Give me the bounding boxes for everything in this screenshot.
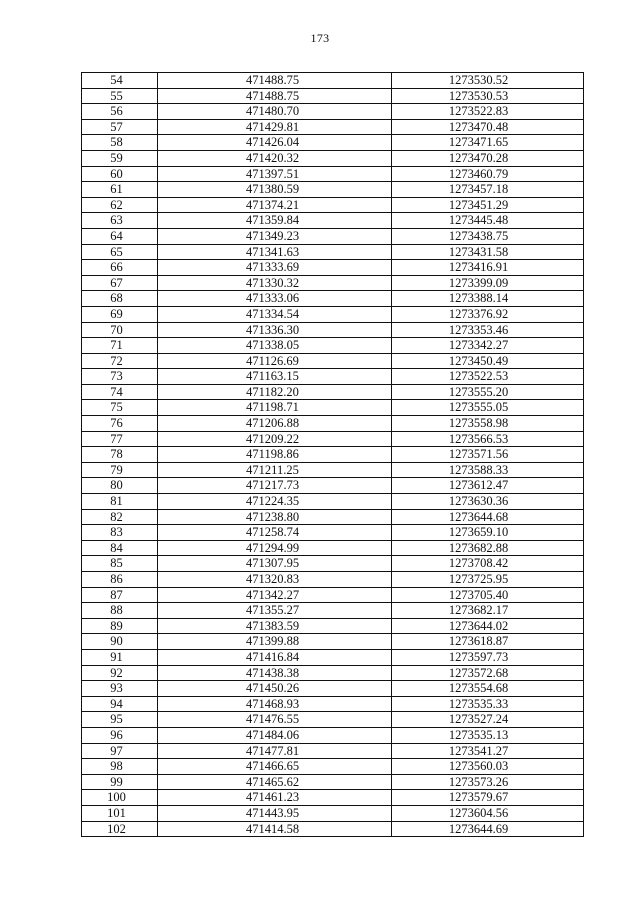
x-coordinate-cell: 471488.75 (158, 73, 392, 89)
x-coordinate-cell: 471330.32 (158, 275, 392, 291)
point-number-cell: 55 (82, 88, 158, 104)
point-number-cell: 86 (82, 572, 158, 588)
table-row (82, 197, 584, 213)
y-coordinate-cell: 1273682.17 (392, 603, 584, 619)
table-row (82, 696, 584, 712)
y-coordinate-cell: 1273388.14 (392, 291, 584, 307)
x-coordinate-cell: 471349.23 (158, 228, 392, 244)
point-number-cell: 97 (82, 743, 158, 759)
y-coordinate-cell: 1273571.56 (392, 447, 584, 463)
table-row (82, 416, 584, 432)
point-number-cell: 70 (82, 322, 158, 338)
x-coordinate-cell: 471336.30 (158, 322, 392, 338)
x-coordinate-cell: 471426.04 (158, 135, 392, 151)
point-number-cell: 90 (82, 634, 158, 650)
y-coordinate-cell: 1273644.02 (392, 618, 584, 634)
y-coordinate-cell: 1273535.13 (392, 727, 584, 743)
point-number-cell: 76 (82, 416, 158, 432)
table-row (82, 384, 584, 400)
table-row (82, 525, 584, 541)
x-coordinate-cell: 471198.71 (158, 400, 392, 416)
table-row (82, 244, 584, 260)
point-number-cell: 91 (82, 649, 158, 665)
table-row (82, 166, 584, 182)
table-row (82, 291, 584, 307)
table-row (82, 774, 584, 790)
y-coordinate-cell: 1273630.36 (392, 494, 584, 510)
point-number-cell: 102 (82, 821, 158, 837)
point-number-cell: 100 (82, 790, 158, 806)
x-coordinate-cell: 471355.27 (158, 603, 392, 619)
table-row (82, 494, 584, 510)
point-number-cell: 60 (82, 166, 158, 182)
y-coordinate-cell: 1273644.69 (392, 821, 584, 837)
point-number-cell: 82 (82, 509, 158, 525)
y-coordinate-cell: 1273399.09 (392, 275, 584, 291)
y-coordinate-cell: 1273470.28 (392, 150, 584, 166)
point-number-cell: 66 (82, 260, 158, 276)
point-number-cell: 56 (82, 104, 158, 120)
x-coordinate-cell: 471380.59 (158, 182, 392, 198)
x-coordinate-cell: 471126.69 (158, 353, 392, 369)
table-row (82, 509, 584, 525)
point-number-cell: 80 (82, 478, 158, 494)
y-coordinate-cell: 1273522.83 (392, 104, 584, 120)
table-row (82, 431, 584, 447)
table-row (82, 540, 584, 556)
x-coordinate-cell: 471399.88 (158, 634, 392, 650)
y-coordinate-cell: 1273560.03 (392, 759, 584, 775)
table-row (82, 135, 584, 151)
x-coordinate-cell: 471359.84 (158, 213, 392, 229)
coordinates-table-body (82, 73, 584, 837)
y-coordinate-cell: 1273597.73 (392, 649, 584, 665)
table-row (82, 447, 584, 463)
x-coordinate-cell: 471465.62 (158, 774, 392, 790)
y-coordinate-cell: 1273522.53 (392, 369, 584, 385)
y-coordinate-cell: 1273471.65 (392, 135, 584, 151)
table-row (82, 88, 584, 104)
y-coordinate-cell: 1273530.53 (392, 88, 584, 104)
y-coordinate-cell: 1273555.05 (392, 400, 584, 416)
table-row (82, 462, 584, 478)
y-coordinate-cell: 1273451.29 (392, 197, 584, 213)
y-coordinate-cell: 1273705.40 (392, 587, 584, 603)
table-row (82, 213, 584, 229)
x-coordinate-cell: 471468.93 (158, 696, 392, 712)
x-coordinate-cell: 471488.75 (158, 88, 392, 104)
table-row (82, 369, 584, 385)
x-coordinate-cell: 471238.80 (158, 509, 392, 525)
x-coordinate-cell: 471420.32 (158, 150, 392, 166)
x-coordinate-cell: 471334.54 (158, 306, 392, 322)
point-number-cell: 65 (82, 244, 158, 260)
point-number-cell: 63 (82, 213, 158, 229)
y-coordinate-cell: 1273541.27 (392, 743, 584, 759)
x-coordinate-cell: 471209.22 (158, 431, 392, 447)
x-coordinate-cell: 471333.69 (158, 260, 392, 276)
page-number: 173 (310, 31, 330, 45)
x-coordinate-cell: 471182.20 (158, 384, 392, 400)
table-row (82, 572, 584, 588)
table-row (82, 603, 584, 619)
point-number-cell: 54 (82, 73, 158, 89)
point-number-cell: 71 (82, 338, 158, 354)
x-coordinate-cell: 471163.15 (158, 369, 392, 385)
y-coordinate-cell: 1273644.68 (392, 509, 584, 525)
table-row (82, 556, 584, 572)
point-number-cell: 89 (82, 618, 158, 634)
x-coordinate-cell: 471374.21 (158, 197, 392, 213)
x-coordinate-cell: 471414.58 (158, 821, 392, 837)
table-row (82, 182, 584, 198)
table-row (82, 649, 584, 665)
y-coordinate-cell: 1273682.88 (392, 540, 584, 556)
y-coordinate-cell: 1273457.18 (392, 182, 584, 198)
coordinates-table (81, 72, 584, 837)
point-number-cell: 73 (82, 369, 158, 385)
y-coordinate-cell: 1273573.26 (392, 774, 584, 790)
point-number-cell: 69 (82, 306, 158, 322)
table-row (82, 665, 584, 681)
point-number-cell: 59 (82, 150, 158, 166)
point-number-cell: 61 (82, 182, 158, 198)
y-coordinate-cell: 1273416.91 (392, 260, 584, 276)
x-coordinate-cell: 471443.95 (158, 805, 392, 821)
point-number-cell: 68 (82, 291, 158, 307)
y-coordinate-cell: 1273566.53 (392, 431, 584, 447)
x-coordinate-cell: 471333.06 (158, 291, 392, 307)
y-coordinate-cell: 1273579.67 (392, 790, 584, 806)
x-coordinate-cell: 471224.35 (158, 494, 392, 510)
point-number-cell: 99 (82, 774, 158, 790)
x-coordinate-cell: 471438.38 (158, 665, 392, 681)
y-coordinate-cell: 1273725.95 (392, 572, 584, 588)
y-coordinate-cell: 1273438.75 (392, 228, 584, 244)
y-coordinate-cell: 1273445.48 (392, 213, 584, 229)
x-coordinate-cell: 471429.81 (158, 119, 392, 135)
x-coordinate-cell: 471307.95 (158, 556, 392, 572)
y-coordinate-cell: 1273604.56 (392, 805, 584, 821)
table-row (82, 727, 584, 743)
y-coordinate-cell: 1273554.68 (392, 681, 584, 697)
y-coordinate-cell: 1273527.24 (392, 712, 584, 728)
point-number-cell: 87 (82, 587, 158, 603)
x-coordinate-cell: 471480.70 (158, 104, 392, 120)
x-coordinate-cell: 471484.06 (158, 727, 392, 743)
table-row (82, 478, 584, 494)
table-row (82, 587, 584, 603)
point-number-cell: 64 (82, 228, 158, 244)
y-coordinate-cell: 1273612.47 (392, 478, 584, 494)
point-number-cell: 96 (82, 727, 158, 743)
x-coordinate-cell: 471342.27 (158, 587, 392, 603)
table-row (82, 150, 584, 166)
point-number-cell: 85 (82, 556, 158, 572)
point-number-cell: 72 (82, 353, 158, 369)
table-row (82, 790, 584, 806)
point-number-cell: 88 (82, 603, 158, 619)
x-coordinate-cell: 471477.81 (158, 743, 392, 759)
point-number-cell: 75 (82, 400, 158, 416)
point-number-cell: 74 (82, 384, 158, 400)
y-coordinate-cell: 1273555.20 (392, 384, 584, 400)
x-coordinate-cell: 471397.51 (158, 166, 392, 182)
x-coordinate-cell: 471341.63 (158, 244, 392, 260)
table-row (82, 743, 584, 759)
x-coordinate-cell: 471211.25 (158, 462, 392, 478)
table-row (82, 353, 584, 369)
point-number-cell: 84 (82, 540, 158, 556)
table-row (82, 73, 584, 89)
y-coordinate-cell: 1273353.46 (392, 322, 584, 338)
point-number-cell: 62 (82, 197, 158, 213)
y-coordinate-cell: 1273588.33 (392, 462, 584, 478)
point-number-cell: 92 (82, 665, 158, 681)
point-number-cell: 98 (82, 759, 158, 775)
x-coordinate-cell: 471320.83 (158, 572, 392, 588)
point-number-cell: 83 (82, 525, 158, 541)
y-coordinate-cell: 1273431.58 (392, 244, 584, 260)
x-coordinate-cell: 471461.23 (158, 790, 392, 806)
y-coordinate-cell: 1273535.33 (392, 696, 584, 712)
x-coordinate-cell: 471450.26 (158, 681, 392, 697)
y-coordinate-cell: 1273659.10 (392, 525, 584, 541)
x-coordinate-cell: 471198.86 (158, 447, 392, 463)
y-coordinate-cell: 1273572.68 (392, 665, 584, 681)
x-coordinate-cell: 471294.99 (158, 540, 392, 556)
x-coordinate-cell: 471217.73 (158, 478, 392, 494)
table-row (82, 228, 584, 244)
table-row (82, 119, 584, 135)
table-row (82, 805, 584, 821)
y-coordinate-cell: 1273460.79 (392, 166, 584, 182)
x-coordinate-cell: 471476.55 (158, 712, 392, 728)
table-row (82, 712, 584, 728)
point-number-cell: 67 (82, 275, 158, 291)
x-coordinate-cell: 471466.65 (158, 759, 392, 775)
table-row (82, 618, 584, 634)
table-row (82, 275, 584, 291)
table-row (82, 759, 584, 775)
point-number-cell: 101 (82, 805, 158, 821)
table-row (82, 681, 584, 697)
x-coordinate-cell: 471383.59 (158, 618, 392, 634)
table-row (82, 634, 584, 650)
y-coordinate-cell: 1273376.92 (392, 306, 584, 322)
table-row (82, 306, 584, 322)
x-coordinate-cell: 471416.84 (158, 649, 392, 665)
point-number-cell: 58 (82, 135, 158, 151)
point-number-cell: 57 (82, 119, 158, 135)
y-coordinate-cell: 1273530.52 (392, 73, 584, 89)
y-coordinate-cell: 1273618.87 (392, 634, 584, 650)
y-coordinate-cell: 1273342.27 (392, 338, 584, 354)
table-row (82, 260, 584, 276)
point-number-cell: 93 (82, 681, 158, 697)
point-number-cell: 95 (82, 712, 158, 728)
point-number-cell: 77 (82, 431, 158, 447)
y-coordinate-cell: 1273470.48 (392, 119, 584, 135)
table-row (82, 338, 584, 354)
table-row (82, 821, 584, 837)
x-coordinate-cell: 471258.74 (158, 525, 392, 541)
table-row (82, 400, 584, 416)
y-coordinate-cell: 1273558.98 (392, 416, 584, 432)
point-number-cell: 81 (82, 494, 158, 510)
point-number-cell: 94 (82, 696, 158, 712)
point-number-cell: 79 (82, 462, 158, 478)
y-coordinate-cell: 1273450.49 (392, 353, 584, 369)
point-number-cell: 78 (82, 447, 158, 463)
x-coordinate-cell: 471206.88 (158, 416, 392, 432)
table-row (82, 322, 584, 338)
y-coordinate-cell: 1273708.42 (392, 556, 584, 572)
table-row (82, 104, 584, 120)
x-coordinate-cell: 471338.05 (158, 338, 392, 354)
